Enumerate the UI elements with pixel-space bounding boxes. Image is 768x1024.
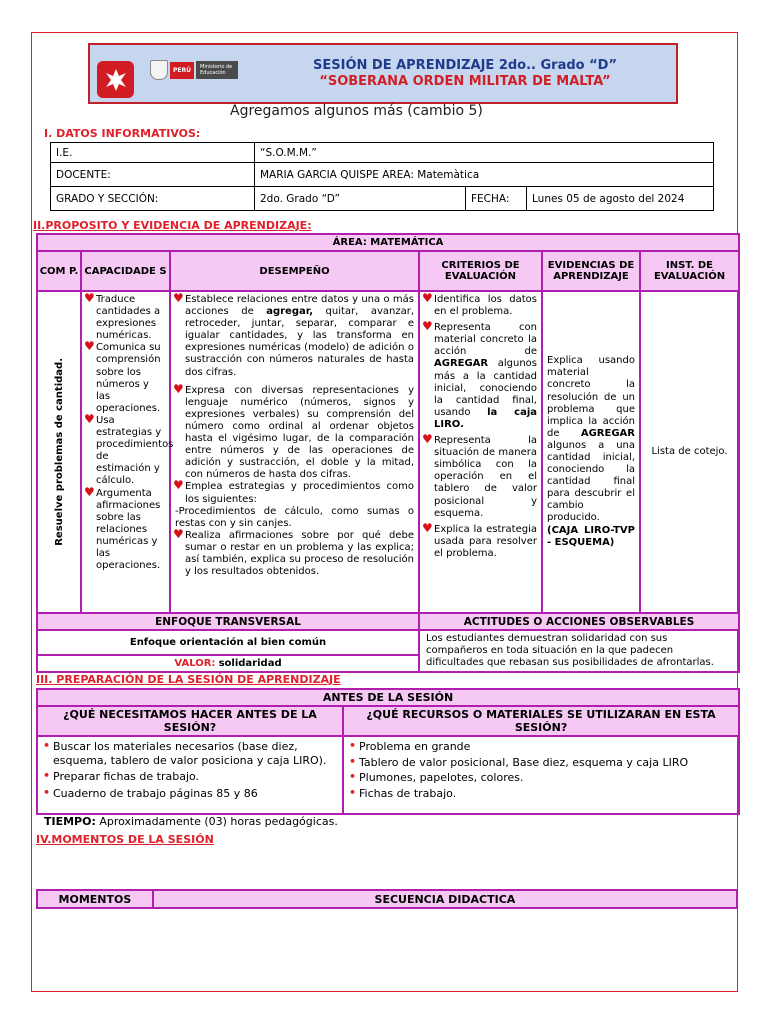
recursos-cell (343, 736, 739, 814)
docente-label: DOCENTE: (51, 163, 255, 187)
hacer-item: • Buscar los materiales necesarios (base diez, esquema, tablero de valor posiciona y caja LIRO). (43, 739, 327, 767)
actitudes-value: Los estudiantes demuestran solidaridad con sus compañeros en toda situación en la que padecen dificultades que rebasan sus posibilidades de afrontarlas. (419, 630, 739, 672)
criterios-cell (419, 291, 542, 613)
hacer-cell (37, 736, 343, 814)
momentos-header: MOMENTOS (37, 890, 153, 908)
heart-bullet-icon: ♥ (84, 291, 95, 305)
heart-bullet-icon: ♥ (173, 526, 184, 541)
bullet-icon: • (349, 785, 357, 799)
heart-bullet-icon: ♥ (173, 478, 184, 493)
competencia: Resuelve problemas de cantidad. (53, 358, 65, 546)
antes-header: ANTES DE LA SESIÓN (37, 689, 739, 706)
enfoque-header: ENFOQUE TRANSVERSAL (37, 613, 419, 630)
desempeno-cell (170, 291, 419, 613)
criterio-item: ♥ Explica la estrategia usada para resolver el problema. (422, 520, 537, 559)
criterio-item: ♥ Identifica los datos en el problema. (422, 291, 537, 318)
valor-label: VALOR: (174, 658, 216, 670)
grado-label: GRADO Y SECCIÓN: (51, 187, 255, 211)
desempeno-item: ♥ Establece relaciones entre datos y una o más acciones de agregar, quitar, avanzar, retroceder, juntar, separar, comparar e igualar cantidades, y las transforma en expresiones numéricas (modelo) de adición o sustracción con números naturales de hasta dos cifras. (173, 291, 414, 378)
instrumento-cell: Lista de cotejo. (640, 291, 739, 613)
desempeno-item: ♥ Realiza afirmaciones sobre por qué debe sumar o restar en un problema y las explica; así también, explica su proceso de resolución y los resultados obtenidos. (173, 526, 414, 578)
valor-row (37, 655, 419, 672)
preparacion-table (36, 688, 740, 815)
col-instrumento: INST. DE EVALUACIÓN (640, 251, 739, 291)
col-comp: COM P. (37, 251, 81, 291)
bullet-icon: • (349, 770, 357, 783)
capacidades-cell (81, 291, 174, 613)
section-momentos: IV.MOMENTOS DE LA SESIÓN (36, 833, 214, 846)
heart-bullet-icon: ♥ (422, 319, 433, 334)
ie-value: “S.O.M.M.” (255, 143, 714, 163)
secuencia-header: SECUENCIA DIDACTICA (153, 890, 737, 908)
bullet-icon: • (43, 785, 51, 799)
ministry-logo (150, 60, 238, 80)
criterio-item: ♥ Representa con material concreto la acción de AGREGAR algunos más a la cantidad inicial, conociendo la cantidad final, usando la caja LIRO. (422, 319, 537, 430)
peru-shield-icon (150, 60, 168, 80)
evidencias-cell: Explica usando material concreto la resolución de un problema que implica la acción de AGREGAR algunos a una cantidad inicial, conociendo la cantidad final para descubrir el cambio producido. (CAJA LIRO-TVP - ESQUEMA) (542, 291, 640, 613)
fecha-value: Lunes 05 de agosto del 2024 (527, 187, 714, 211)
fecha-label: FECHA: (466, 187, 527, 211)
capacidad-item: ♥ Traduce cantidades a expresiones numéricas. (84, 291, 161, 342)
ministry-label: Ministerio de Educación (196, 61, 238, 79)
bullet-icon: • (349, 739, 357, 752)
recurso-item: • Plumones, papelotes, colores. (349, 770, 524, 784)
desempeno-subitem: -Procedimientos de cálculo, como sumas o restas con y sin canjes. (175, 505, 414, 529)
heart-bullet-icon: ♥ (84, 484, 95, 499)
col-desempeno: DESEMPEÑO (170, 251, 419, 291)
tiempo-value: Aproximadamente (03) horas pedagógicas. (95, 815, 338, 828)
col-criterios: CRITERIOS DE EVALUACIÓN (419, 251, 542, 291)
bullet-icon: • (349, 754, 357, 768)
hacer-item: • Cuaderno de trabajo páginas 85 y 86 (43, 785, 258, 800)
heart-bullet-icon: ♥ (422, 291, 433, 305)
ie-label: I.E. (51, 143, 255, 163)
valor-value: solidaridad (218, 658, 282, 670)
section-proposito: II.PROPOSITO Y EVIDENCIA DE APRENDIZAJE: (33, 219, 312, 232)
page-title (270, 58, 660, 90)
section-preparacion: III. PREPARACIÓN DE LA SESIÓN DE APRENDIZAJE (36, 673, 341, 686)
datos-table (50, 142, 714, 211)
heart-bullet-icon: ♥ (84, 411, 95, 426)
heart-bullet-icon: ♥ (173, 381, 184, 396)
hacer-header: ¿QUÉ NECESITAMOS HACER ANTES DE LA SESIÓN? (37, 706, 343, 736)
area-header: ÁREA: MATEMÁTICA (37, 234, 739, 251)
bullet-icon: • (43, 769, 51, 782)
proposito-table (36, 233, 740, 673)
recurso-item: • Fichas de trabajo. (349, 785, 457, 800)
col-capacidades: CAPACIDADE S (81, 251, 170, 291)
heart-bullet-icon: ♥ (422, 520, 433, 535)
heart-bullet-icon: ♥ (173, 291, 184, 305)
title-line-1: SESIÓN DE APRENDIZAJE 2do.. Grado “D” (313, 58, 617, 73)
recursos-header: ¿QUÉ RECURSOS O MATERIALES SE UTILIZARAN EN ESTA SESIÓN? (343, 706, 739, 736)
desempeno-item: ♥ Emplea estrategias y procedimientos como los siguientes: (173, 478, 414, 505)
momentos-table (36, 889, 738, 909)
tiempo-label: TIEMPO: (44, 815, 96, 828)
section-datos: I. DATOS INFORMATIVOS: (44, 127, 201, 140)
enfoque-value: Enfoque orientación al bien común (37, 630, 419, 655)
criterio-item: ♥ Representa la situación de manera simbólica con la operación en el tablero de valor posicional y esquema. (422, 432, 537, 519)
capacidad-item: ♥ Comunica su comprensión sobre los números y las operaciones. (84, 339, 161, 414)
heart-bullet-icon: ♥ (422, 432, 433, 447)
capacidad-item: ♥ Argumenta afirmaciones sobre las relaciones numéricas y las operaciones. (84, 484, 161, 572)
maltese-cross-icon (97, 61, 134, 98)
docente-value: MARIA GARCIA QUISPE AREA: Matemàtica (255, 163, 714, 187)
bullet-icon: • (43, 739, 51, 752)
desempeno-item: ♥ Expresa con diversas representaciones y lenguaje numérico (números, signos y expresiones verbales) su comprensión del número como ordinal al ordenar objetos hasta el vigésimo lugar, de la comparación entre números y de las operaciones de adición y sustracción, el doble y la mitad, con números de hasta dos cifras. (173, 381, 414, 481)
actitudes-header: ACTITUDES O ACCIONES OBSERVABLES (419, 613, 739, 630)
grado-value: 2do. Grado “D” (255, 187, 466, 211)
ghost-title: Agregamos algunos más (cambio 5) (230, 103, 483, 119)
title-line-2: “SOBERANA ORDEN MILITAR DE MALTA” (319, 74, 611, 89)
capacidad-item: ♥ Usa estrategias y procedimientos de estimación y cálculo. (84, 411, 174, 487)
recurso-item: • Tablero de valor posicional, Base diez, esquema y caja LIRO (349, 754, 689, 769)
col-evidencias: EVIDENCIAS DE APRENDIZAJE (542, 251, 640, 291)
heart-bullet-icon: ♥ (84, 339, 95, 354)
hacer-item: • Preparar fichas de trabajo. (43, 769, 200, 783)
recurso-item: • Problema en grande (349, 739, 471, 753)
tiempo-row (44, 815, 338, 828)
peru-label: PERÚ (170, 62, 194, 79)
